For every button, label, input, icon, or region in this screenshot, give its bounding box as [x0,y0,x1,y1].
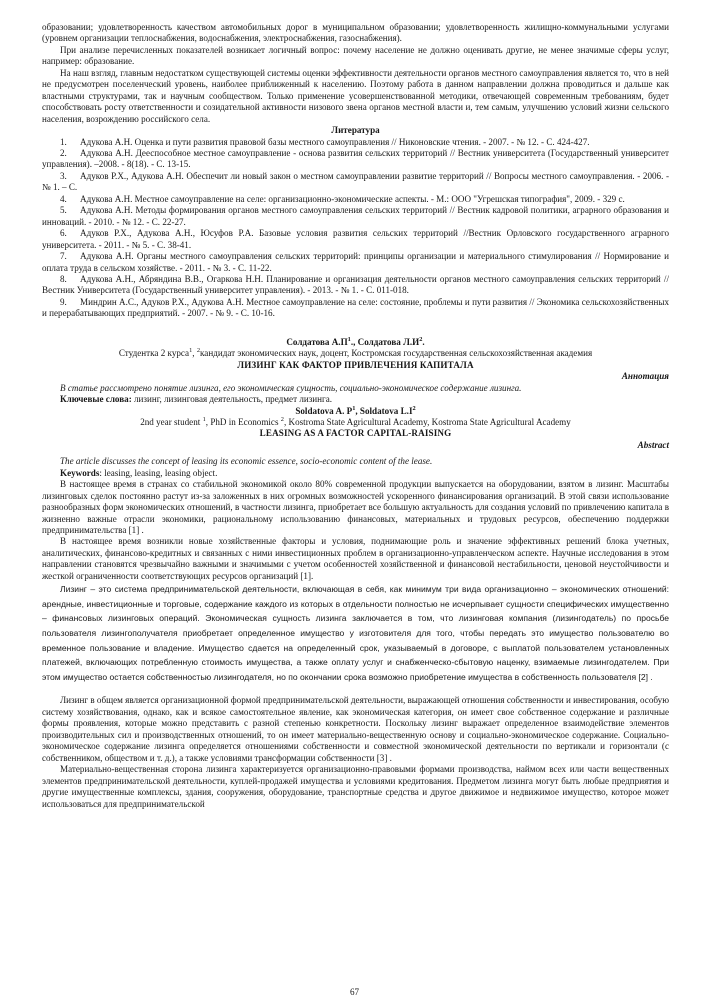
reference-number: 1. [60,136,67,147]
reference-text: Адукова А.Н., Абряндина В.В., Огаркова Н.Н. Планирование и организация деятельности органов местного самоуправления сельских территорий // Вестник Университета (Государственный университет управления). - 2013. - № 1. - С. 011-018. [42,273,669,296]
reference-item [42,205,669,228]
reference-item [42,228,669,251]
reference-number: 8. [60,273,67,284]
affiliation-superscript-2-ru: 2 [196,347,201,355]
reference-number: 4. [60,193,67,204]
affiliation-mid-ru: , [192,348,197,359]
reference-item [42,194,669,205]
keywords-text-en: : leasing, leasing, leasing object. [99,467,218,478]
body-paragraph-5: Материально-вещественная сторона лизинга характеризуется организационно-правовыми формами производства, наймом всех или части вещественных элементов предпринимательской деятельности, куплей-продажей имущества и условиями кредитования. Предметом лизинга могут быть любые предприятия и другие имущественные комплексы, здания, сооружения, оборудование, транспортные средства и другое движимое и недвижимое имущество, которое может использоваться для предпринимательской [42,764,669,809]
body-paragraph-1: В настоящее время в странах со стабильной экономикой около 80% современной продукции выпускается на оборудовании, взятом в лизинг. Масштабы лизинговых сделок постоянно растут из-за заложенных в них огромных возможностей ускоренного финансирования организаций. В этой связи использование разнообразных форм экономических отношений, в частности лизинга, приобретает все большую актуальность для создания условий по привлечению капитала в жизненно важные отрасли экономики, рациональному использованию финансовых, материальных и трудовых ресурсов, обеспечению поддержки предпринимательства [1] . [42,479,669,536]
references-list [42,137,669,320]
author-2-name-ru: Солдатова Л.И [355,336,420,347]
keywords-text-ru: лизинг, лизинговая деятельность, предмет лизинга. [131,394,333,405]
author-2-superscript-en: 2 [412,404,416,412]
reference-number: 7. [60,251,67,262]
section-spacer [42,320,669,337]
reference-text: Адукова А.Н. Методы формирования органов местного самоуправления сельских территорий // Вестник кадровой политики, аграрного образования и инноваций. - 2010. - № 12. - С. 22-27. [42,205,669,227]
continuation-paragraph: образовании; удовлетворенность качеством автомобильных дорог в муниципальном образовании; удовлетворенность жилищно-коммунальными услугами (уровнем организации теплоснабжения, водоснабжения, электроснабжения, газоснабжения). [42,22,669,44]
reference-number: 6. [60,228,67,239]
reference-text: Адукова А.Н. Дееспособное местное самоуправление - основа развития сельских территорий // Вестник университета (Государственный университет управления). –2008. - 8(18). - С. 13-15. [42,147,669,170]
article-title-ru: ЛИЗИНГ КАК ФАКТОР ПРИВЛЕЧЕНИЯ КАПИТАЛА [237,359,474,370]
article-affiliation-ru [42,348,669,359]
reference-text: Адукова А.Н. Оценка и пути развития правовой базы местного самоуправления // Никоновские чтения. - 2007. - № 12. - С. 424-427. [80,136,590,147]
affiliation-pre-ru: Студентка 2 курса [118,348,190,359]
annotation-text-ru: В статье рассмотрено понятие лизинга, его экономическая сущность, социально-экономическое содержание лизинга. [60,382,522,393]
reference-text: Адукова А.Н. Местное самоуправление на селе: организационно-экономические аспекты. - М.: ООО "Угрешская типография", 2009. - 329 с. [80,193,625,204]
author-2-name-en: Soldatova L.I [359,405,413,416]
reference-number: 2. [60,147,67,158]
paragraph-analysis: При анализе перечисленных показателей возникает логичный вопрос: почему население не должно оценивать другие, не менее значимые сферы услуг, например: образование. [42,44,669,67]
article-affiliation-en [42,417,669,428]
author-1-name-ru: Солдатова А.П [286,336,348,347]
keywords-label-en: Keywords [60,467,100,478]
body-paragraph-2: В настоящее время возникли новые хозяйственные факторы и условия, поднимающие роль и значение эффективных решений блока учетных, аналитических, финансово-кредитных и связанных с ними инвестиционных проблем в организационно-управленческом аспекте. Научные исследования в этом направлении становятся чрезвычайно важными и значимыми с учетом особенностей хозяйственной и финансовой нестабильности, ценовой неустойчивости и жесткой ограниченности соответствующих ресурсов организаций [1]. [42,536,669,581]
abstract-text-en: The article discusses the concept of leasing its economic essence, socio-economic content of the lease. [60,456,433,467]
body-paragraph-4: Лизинг в общем является организационной формой предпринимательской деятельности, выражающей отношения собственности и инвестирования, особую систему хозяйствования, однако, как и всякое самостоятельное явление, как экономическая категория, он имеет свое собственное содержание и различные формы проявления, которые можно представить с разной степенью конкретности. Поскольку лизинг выражает определенное взаимодействие элементов производительных сил и производственных отношений, то он имеет материально-вещественную основу и социально-экономическое содержание. Социально-экономическое содержание лизинга определяется отношениями собственности и совместной экономической деятельности по вертикали и горизонтали (с собственником, обществом и т. д.), а также условиями трансформации собственности [3] . [42,695,669,763]
affiliation-post-en: , Kostroma State Agricultural Academy, Kostroma State Agricultural Academy [283,416,571,427]
article-authors-ru [42,337,669,348]
author-1-tail-ru: ., [350,336,356,347]
annotation-label-ru: Аннотация [621,371,669,382]
affiliation-superscript-1-en: 1 [202,415,206,423]
reference-text: Миндрин А.С., Адуков Р.Х., Адукова А.Н. Местное самоуправление на селе: состояние, проблемы и пути развития // Экономика сельскохозяйственных и перерабатывающих предприятий. - 2007. - № 9. - С. 10-16. [42,296,669,319]
affiliation-pre-en: 2nd year student [140,416,203,427]
reference-number: 9. [60,296,67,307]
author-1-superscript-ru: 1 [347,335,351,343]
body-paragraph-3: Лизинг – это система предпринимательской деятельности, включающая в себя, как минимум три вида организационно – экономических отношений: арендные, инвестиционные и торговые, содержание каждого из которых в отдельности полностью не исчерпывает сущности специфических имущественно – финансовых лизинговых операций. Экономическая сущность лизинга заключается в том, что лизинговая компания (лизингодатель) по просьбе пользователя лизингополучателя приобретает определенное имущество у изготовителя для того, чтобы передать это имущество пользователю во временное пользование и владение. Имущество сдается на определенный срок, указываемый в договоре, с выплатой пользователем установленных платежей, включающих потребленную стоимость имущества, а также оплату услуг и снабженческо-сбытовую наценку, взимаемые лизингодателем. При этом имущество остается собственностью лизингодателя, но по окончании срока возможно приобретение имущества в собственность пользователя [2] . [42,584,669,682]
affiliation-superscript-2-en: 2 [280,415,284,423]
paragraph-spacer [42,684,669,695]
reference-item [42,274,669,297]
affiliation-post-ru: кандидат экономических наук, доцент, Костромская государственная сельскохозяйственная академия [200,348,593,359]
keywords-en [42,468,669,479]
reference-text: Адуков Р.Х., Адукова А.Н. Обеспечит ли новый закон о местном самоуправлении развитие территорий // Вопросы местного самоуправления. - 2006. - № 1. – С. [42,170,669,193]
author-1-tail-en: , [355,405,360,416]
page-number: 67 [349,986,360,997]
article-title-en: LEASING AS A FACTOR CAPITAL-RAISING [259,428,452,439]
keywords-ru [42,394,669,405]
reference-text: Адукова А.Н. Органы местного самоуправления сельских территорий: принципы организации и материального стимулирования // Нормирование и оплата труда в сельском хозяйстве. - 2011. - № 3. - С. 11-22. [42,251,669,273]
author-2-tail-ru: . [422,336,425,347]
reference-item [42,171,669,194]
reference-item [42,137,669,148]
author-1-name-en: Soldatova A. P [295,405,353,416]
affiliation-mid-en: , PhD in Economics [205,416,281,427]
reference-number: 3. [60,170,67,181]
paragraph-conclusion: На наш взгляд, главным недостатком существующей системы оценки эффективности деятельности органов местного самоуправления является то, что в ней не предусмотрен поселенческий уровень, наиболее приближенный к населению. Поэтому работа в данном направлении должна проводиться и дальше как властными структурами, так и научным сообществом. Только применение усовершенствованной методики, отвечающей современным требованиям, будет способствовать росту ответственности и созидательной активности низового звена органов местной власти и, тем самым, улучшению условий жизни сельского населения, возрождению российского села. [42,67,669,124]
reference-item [42,297,669,320]
affiliation-superscript-1-ru: 1 [189,347,193,355]
author-2-superscript-ru: 2 [419,335,423,343]
reference-item [42,251,669,274]
author-1-superscript-en: 1 [352,404,356,412]
abstract-label-en: Abstract [637,439,669,450]
reference-text: Адуков Р.Х., Адукова А.Н., Юсуфов Р.А. Базовые условия развития сельских территорий //Вестник Орловского государственного аграрного университета. - 2011. - № 5. - С. 38-41. [42,228,669,250]
references-heading: Литература [331,125,380,136]
reference-item [42,148,669,171]
keywords-label-ru: Ключевые слова: [60,394,132,405]
article-authors-en [42,406,669,417]
reference-number: 5. [60,205,67,216]
